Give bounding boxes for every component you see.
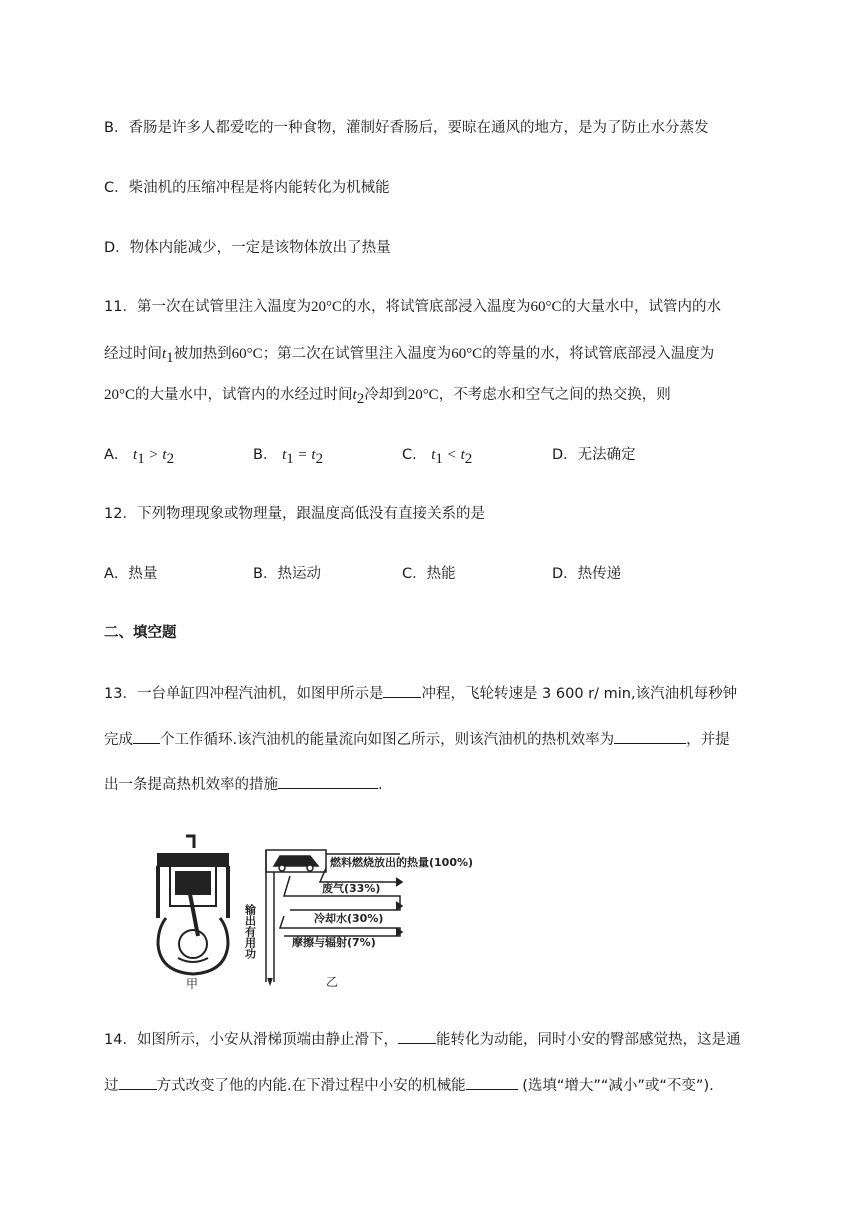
option-label: B． — [253, 447, 278, 463]
answer-blank[interactable] — [133, 729, 160, 744]
q13-text: 13．一台单缸四冲程汽油机，如图甲所示是 — [104, 686, 384, 702]
q11-stem-line1 — [104, 297, 721, 317]
q13-text: 完成 — [104, 732, 133, 748]
q13-text: 出一条提高热机效率的措施 — [104, 777, 278, 793]
q14-text: 14．如图所示，小安从滑梯顶端由静止滑下， — [104, 1032, 398, 1048]
energy-friction-label: 摩擦与辐射(7%) — [292, 936, 376, 949]
q11-text: 被加热到 — [173, 346, 232, 362]
var-t2-sub: 2 — [166, 450, 175, 467]
q14-stem-line1 — [104, 1029, 740, 1050]
var-t2: t — [352, 387, 357, 403]
temp-60: 60°C — [231, 346, 263, 362]
figure-label-yi: 乙 — [326, 975, 339, 989]
var-t1: t — [162, 346, 167, 362]
var-t2: t — [311, 447, 316, 463]
q14-text: (选填“增大”“减小”或“不变”). — [517, 1078, 714, 1094]
q13-stem-line1 — [104, 683, 737, 704]
var-t1-sub: 1 — [286, 450, 294, 467]
var-t2: t — [460, 447, 465, 463]
q11-text: 经过时间 — [104, 346, 162, 362]
temp-60: 60°C — [451, 346, 483, 362]
q13-text: . — [378, 777, 383, 793]
q11-text: 的等量的水，将试管底部浸入温度为 — [482, 346, 715, 362]
q11-option-a — [104, 445, 174, 469]
energy-output-label: 输出有用功 — [243, 904, 257, 959]
engine-and-energy-flow-diagram — [150, 832, 530, 990]
q14-text: 能转化为动能，同时小安的臀部感觉热，这是通 — [435, 1032, 741, 1048]
q11-stem-line3 — [104, 385, 671, 409]
option-label: C． — [402, 447, 427, 463]
var-t1: t — [431, 447, 436, 463]
answer-blank[interactable] — [278, 774, 378, 789]
q10-option-d: D．物体内能减少，一定是该物体放出了热量 — [104, 240, 391, 256]
q13-stem-line3 — [104, 774, 383, 795]
q14-text: 方式改变了他的内能.在下滑过程中小安的机械能 — [156, 1078, 466, 1094]
q10-option-c: C．柴油机的压缩冲程是将内能转化为机械能 — [104, 180, 390, 196]
var-t2-sub: 2 — [464, 450, 473, 467]
q11-option-b — [253, 445, 323, 469]
q12-option-d: D．热传递 — [552, 566, 622, 582]
q11-option-c — [402, 445, 472, 469]
q12-stem: 12．下列物理现象或物理量，跟温度高低没有直接关系的是 — [104, 506, 485, 522]
engine-cylinder-illustration — [158, 836, 228, 974]
q13-text: ，并提 — [686, 732, 730, 748]
relation: < — [447, 447, 456, 463]
q12-option-a: A．热量 — [104, 566, 158, 582]
var-t1: t — [133, 447, 138, 463]
q11-text: 11．第一次在试管里注入温度为 — [104, 299, 311, 315]
q12-option-b: B．热运动 — [253, 566, 321, 582]
q11-text: 冷却到 — [364, 387, 408, 403]
var-t1-sub: 1 — [137, 450, 145, 467]
q13-text: 个工作循环.该汽油机的能量流向如图乙所示，则该汽油机的热机效率为 — [160, 732, 615, 748]
relation: = — [298, 447, 307, 463]
var-t2-sub: 2 — [315, 450, 324, 467]
q11-text: 的大量水中，试管内的水经过时间 — [135, 387, 353, 403]
q13-stem-line2 — [104, 729, 730, 750]
var-t1-sub: 1 — [166, 349, 174, 366]
answer-blank[interactable] — [398, 1029, 436, 1044]
q11-text: 的水，将试管底部浸入温度为 — [341, 299, 531, 315]
temp-20: 20°C — [104, 387, 136, 403]
var-t1-sub: 1 — [435, 450, 443, 467]
var-t1: t — [282, 447, 287, 463]
q11-option-d: D．无法确定 — [552, 447, 636, 463]
option-label: A． — [104, 447, 129, 463]
q13-text: 冲程，飞轮转速是 3 600 r/ min,该汽油机每秒钟 — [421, 686, 738, 702]
section-heading-fill-in: 二、填空题 — [104, 625, 177, 641]
energy-total-label: 燃料燃烧放出的热量(100%) — [330, 856, 474, 869]
answer-blank[interactable] — [466, 1075, 518, 1090]
temp-20: 20°C — [310, 299, 342, 315]
q11-stem-line2 — [104, 344, 714, 368]
q14-stem-line2 — [104, 1075, 714, 1096]
temp-20: 20°C — [407, 387, 439, 403]
var-t2-sub: 2 — [356, 390, 365, 407]
q10-option-b: B．香肠是许多人都爱吃的一种食物，灌制好香肠后，要晾在通风的地方，是为了防止水分蒸发 — [104, 120, 709, 136]
relation: > — [149, 447, 158, 463]
q11-text: 的大量水中，试管内的水 — [561, 299, 721, 315]
q12-option-c: C．热能 — [402, 566, 456, 582]
figure-label-jia: 甲 — [186, 977, 199, 990]
var-t2: t — [162, 447, 167, 463]
answer-blank[interactable] — [614, 729, 686, 744]
q14-text: 过 — [104, 1078, 119, 1094]
q11-text: ，不考虑水和空气之间的热交换，则 — [438, 387, 671, 403]
energy-exhaust-label: 废气(33%) — [322, 882, 381, 895]
q13-figure — [150, 832, 530, 994]
energy-coolant-label: 冷却水(30%) — [314, 912, 384, 925]
answer-blank[interactable] — [119, 1075, 157, 1090]
answer-blank[interactable] — [383, 683, 421, 698]
temp-60: 60°C — [530, 299, 562, 315]
q11-text: ；第二次在试管里注入温度为 — [262, 346, 452, 362]
